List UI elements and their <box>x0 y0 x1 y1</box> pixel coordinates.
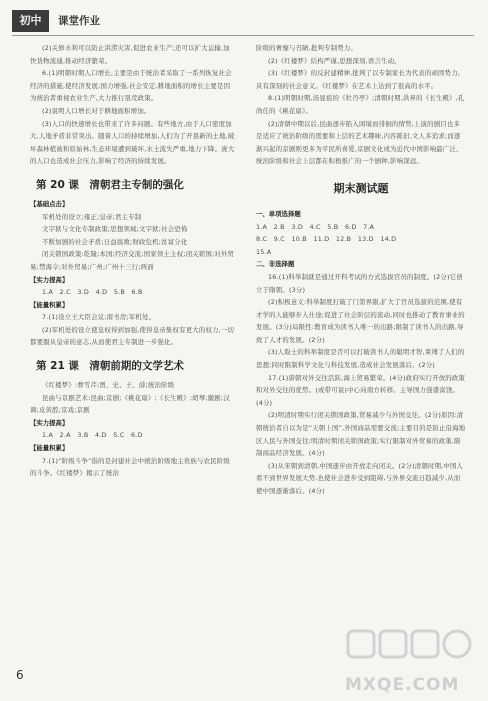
left-column <box>30 42 235 480</box>
answer-line: 不断加剧的社会矛盾;日益腐败;财政危机;贫富分化 <box>42 237 188 246</box>
answer-line: (3)人取士的科举制度是否可以打破读书人的聪明才智,束缚了人们的思想;同时限制科学文化与科技发展,造成社会发展落后。(2分) <box>256 348 465 370</box>
answer-line: (3)从宋朝到清朝,中国逐步由开放走向闭关。(2分)清朝时期,中国人看不到世界发展大势,也使社会进步受到阻碍,与外界交流日趋减少,从而使中国逐渐落后。(4分) <box>256 461 464 495</box>
paragraph: (2)说明人口增长对于耕地面积增加。 <box>42 106 151 115</box>
section-label: 【基础点击】 <box>30 199 69 208</box>
right-column <box>256 42 466 498</box>
answer-line: 昆曲与京剧艺术:昆曲;京剧;《桃花扇》;《长生殿》;胡琴;徽剧;汉调;皮黄腔;京戏;京剧 <box>30 393 230 415</box>
answer-line: (2)积极意义:科举制度打破了门第界限,扩大了官员选拔的范围,使有才学的人能够步入仕途;促进了社会阶层的流动,同时也推动了教育事业的发展。(3分)局限性:教育成为读书人唯一的出路;限制了读书人的出路,导致了人才的发展。(2分) <box>256 298 465 344</box>
page-number: 6 <box>16 668 24 682</box>
section-label: 【实力提高】 <box>30 418 69 427</box>
answer-line: 7.(1)“阶级斗争”指的是封建社会中统治阶级地主贵族与农民阶级的斗争。《红楼梦》揭示了统治 <box>30 456 230 478</box>
paragraph: 6.(1)明朝时期人口增长,主要是由于统治者采取了一系列恢复社会经济的措施,使经济发展;国力增强,社会安定,耕地面积的增长主要是因为统治者重视农业生产,大力推行垦荒政策。 <box>30 69 232 103</box>
answer-line: 16.(1)科举制就是通过开科考试的方式选拔官员的制度。(2分)它创立于隋朝。(3分) <box>256 272 463 294</box>
section-label: 【实力提高】 <box>30 275 69 284</box>
header-divider <box>12 35 474 36</box>
answer-line: 军机处的设立;雍正;皇帝;君主专制 <box>42 212 142 221</box>
answer-line: (2)军机处的设立使皇权得到加强,使得皇帝集权有更大的权力,一切都要服从皇帝的意志,从而使君主专制进一步强化。 <box>30 325 235 347</box>
answer-line: 1.A 2.B 3.D 4.C 5.B 6.D 7.A <box>256 222 375 231</box>
answer-line: 闭关锁国政策:乾隆;本国;经济交流;国家领土主权;闭关锁国;对外贸易;禁海令;对外贸易;广州;广州十三行;两面 <box>30 250 235 271</box>
paragraph: 阶级的奢靡与丑陋,批判专制势力。 <box>256 44 358 52</box>
watermark-text: MXQE.COM <box>345 675 460 695</box>
subject-title: 课堂作业 <box>58 15 100 27</box>
section-label: 一、单项选择题 <box>256 209 301 218</box>
paragraph: (2)清朝中期以后,昆曲逐步陷入困境而徘徊的情势,上演的剧目也多是适应了统治阶级的需要和上层的艺术趣味,内容陈旧,文人多追求;而逐渐兴起的京剧则更多为平民所喜爱,京剧文化成为近代中国影响最广泛、统治阶级和社会上层都在积极推广的一个剧种,影响深远。 <box>256 119 463 166</box>
page-header <box>0 0 488 38</box>
paragraph: 8.(1)明朝时期,汤显祖的《牡丹亭》;清朝时期,洪昇的《长生殿》,孔尚任的《桃花扇》。 <box>256 94 465 115</box>
section-label: 【能量积累】 <box>30 444 69 453</box>
answer-line: 文字狱与文化专制政策;思想领域;文字狱;社会恐怖 <box>42 225 188 234</box>
answer-line: 《红楼梦》:曹雪芹;贾、史、王、薛;统治阶级 <box>42 381 175 390</box>
paragraph: (3)人口的快速增长也带来了许多问题。有些地方,由于人口密度加大,人地矛盾非常突出。随着人口的持续增加,人们为了开垦新的土地,破坏森林植被和原始林,生态环境遭到破坏,水土流失严重,地力下降。庞大的人口也造成社会压力,影响了经济的持续发展。 <box>30 119 235 166</box>
answer-line: 17.(1)唐朝对外交往活跃,海上贸易繁荣。(4分)政府实行开放的政策和对外交往的优势。(或带可说)中心向南方转移。主导国力强盛富饶。(4分) <box>256 373 466 407</box>
section-label: 二、非选择题 <box>256 260 295 269</box>
answer-line: 7.(1)设立王大臣会议;南书房;军机处。 <box>42 313 156 322</box>
paragraph: (3)《红楼梦》的反封建精神,批判了以专制家长为代表的顽固势力,具有深刻的社会意义。《红楼梦》在艺术上达到了很高的水平。 <box>256 69 461 90</box>
paragraph: (2)《红楼梦》结构严谨,思想深刻,语言生动。 <box>268 56 401 65</box>
lesson-20-title: 第 20 课 清朝君主专制的强化 <box>36 178 184 191</box>
section-label: 【能量积累】 <box>30 300 69 309</box>
lesson-21-title: 第 21 课 清朝前期的文学艺术 <box>36 360 184 373</box>
answer-line: 1.A 2.A 3.B 4.D 5.C 6.D <box>42 431 143 440</box>
paragraph: (2)关修水利可以防止洪涝灾害,促进农业生产;还可以扩大运输,加快货物流通,推动经济繁荣。 <box>30 44 230 65</box>
final-exam-title: 期末测试题 <box>333 181 389 195</box>
grade-badge: 初中 <box>12 10 49 32</box>
answer-line: (2)明清时期实行闭关锁国政策,贸易减少与外国交往。(2分)原因:清朝统治者自以为是“天朝上国”,外国商品需要交流;主要目的是防止沿海地区人民与外国交往;明清时期闭关锁国政策;实行限制对外贸易的政策,限制商品经济发展。(4分) <box>256 411 466 458</box>
answer-line: 8.C 9.C 10.B 11.D 12.B 13.D 14.D <box>256 235 397 244</box>
answer-line: 1.A 2.C 3.D 4.D 5.B 6.B <box>42 288 143 297</box>
answer-line: 15.A <box>256 247 272 256</box>
